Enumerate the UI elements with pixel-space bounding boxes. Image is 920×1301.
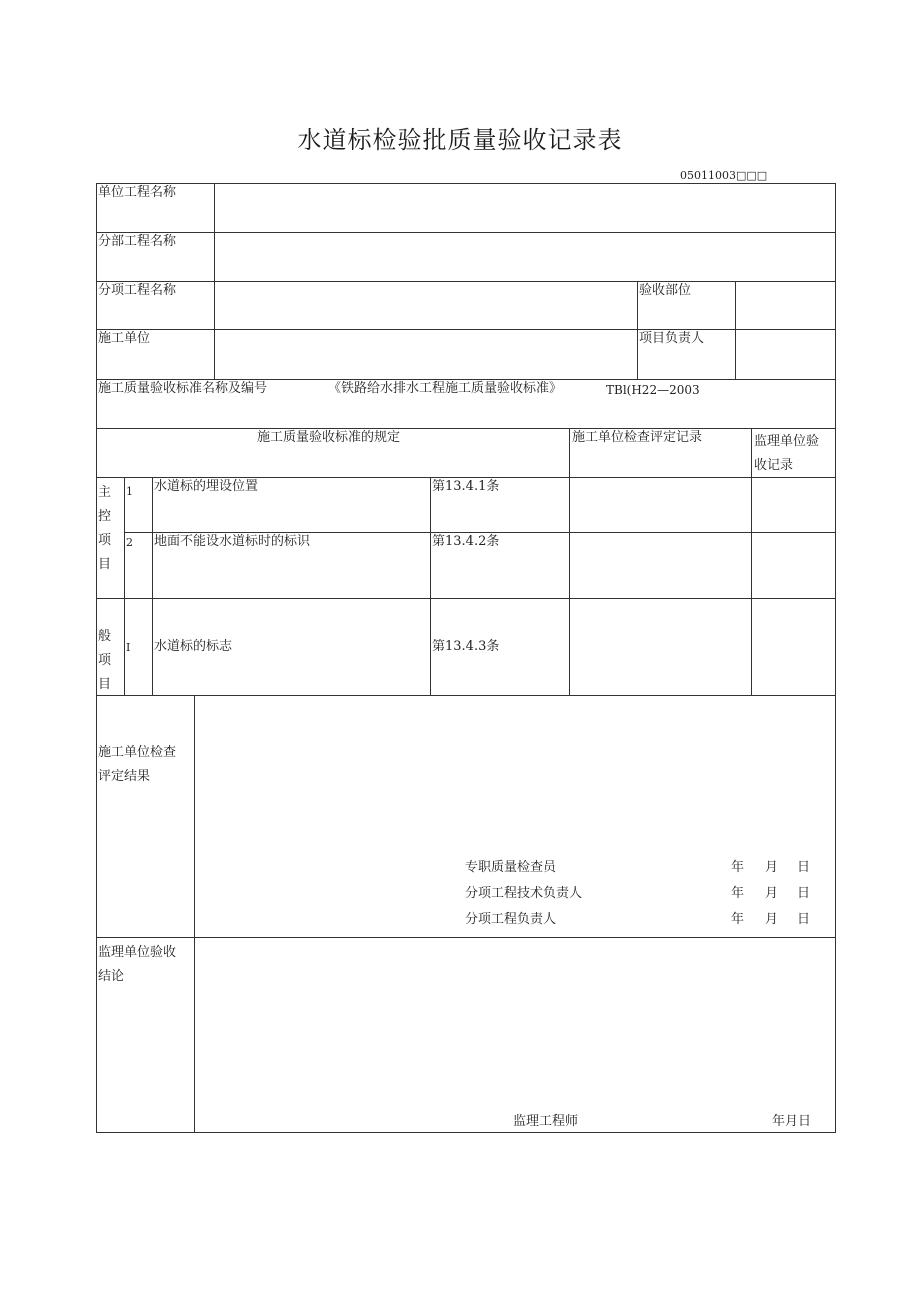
- date-day: 日: [797, 886, 811, 901]
- column-divider: [569, 428, 570, 695]
- item-clause: 第13.4.3条: [432, 639, 500, 654]
- column-divider: [194, 695, 195, 1133]
- table-border-top: [96, 183, 836, 184]
- column-divider: [430, 477, 431, 695]
- item-name: 水道标的标志: [154, 639, 233, 654]
- standard-code: TBl(H22—2003: [606, 383, 700, 397]
- date-year: 年: [731, 860, 745, 875]
- date-month: 月: [765, 912, 779, 927]
- item-clause: 第13.4.1条: [432, 479, 500, 494]
- row-divider: [96, 937, 836, 938]
- item-number: 2: [126, 536, 133, 549]
- project-manager-label: 项目负责人: [639, 331, 705, 346]
- date-month: 月: [765, 860, 779, 875]
- row-divider: [96, 598, 836, 599]
- date-year: 年: [731, 912, 745, 927]
- item-name: 地面不能设水道标时的标识: [154, 534, 311, 549]
- supervisor-record-header: 监理单位验 收记录: [754, 434, 820, 473]
- table-border-bottom: [96, 1132, 836, 1133]
- column-divider: [751, 428, 752, 695]
- table-border-left: [96, 183, 97, 1133]
- date-day: 日: [797, 860, 811, 875]
- column-divider: [214, 183, 215, 379]
- row-divider: [96, 428, 836, 429]
- division-project-label: 分部工程名称: [98, 234, 177, 249]
- supervisor-conclusion-label: 监理单位验收 结论: [98, 945, 177, 984]
- supervising-engineer-signature: 监理工程师: [513, 1114, 579, 1129]
- supervisor-date: 年月日: [772, 1114, 812, 1129]
- form-code: 05011003□□□: [680, 169, 768, 182]
- date-month: 月: [765, 886, 779, 901]
- item-clause: 第13.4.2条: [432, 534, 500, 549]
- standard-name: 《铁路给水排水工程施工质量验收标准》: [328, 381, 563, 396]
- date-year: 年: [731, 886, 745, 901]
- column-divider: [124, 477, 125, 695]
- item-number: 1: [126, 485, 133, 498]
- standard-label: 施工质量验收标准名称及编号: [98, 381, 268, 396]
- table-border-right: [835, 183, 836, 1133]
- row-divider: [96, 329, 836, 330]
- document-title: 水道标检验批质量验收记录表: [297, 126, 623, 154]
- main-control-group-label: 主 控 项 目: [98, 485, 112, 572]
- construction-unit-label: 施工单位: [98, 331, 151, 346]
- column-divider: [152, 477, 153, 695]
- unit-project-label: 单位工程名称: [98, 185, 177, 200]
- row-divider: [96, 232, 836, 233]
- contractor-record-header: 施工单位检查评定记录: [572, 430, 703, 445]
- contractor-result-label: 施工单位检查 评定结果: [98, 745, 177, 784]
- acceptance-location-label: 验收部位: [639, 283, 692, 298]
- date-day: 日: [797, 912, 811, 927]
- quality-inspector-signature: 专职质量检查员: [465, 860, 557, 875]
- general-group-label: 般 项 目: [98, 629, 112, 692]
- subitem-lead-signature: 分项工程负责人: [465, 912, 557, 927]
- technical-lead-signature: 分项工程技术负责人: [465, 886, 583, 901]
- item-name: 水道标的埋设位置: [154, 479, 259, 494]
- subitem-project-label: 分项工程名称: [98, 283, 177, 298]
- item-number: I: [126, 641, 131, 654]
- column-divider: [735, 281, 736, 379]
- spec-column-header: 施工质量验收标准的规定: [257, 430, 401, 445]
- row-divider: [96, 695, 836, 696]
- column-divider: [637, 281, 638, 379]
- row-divider: [96, 281, 836, 282]
